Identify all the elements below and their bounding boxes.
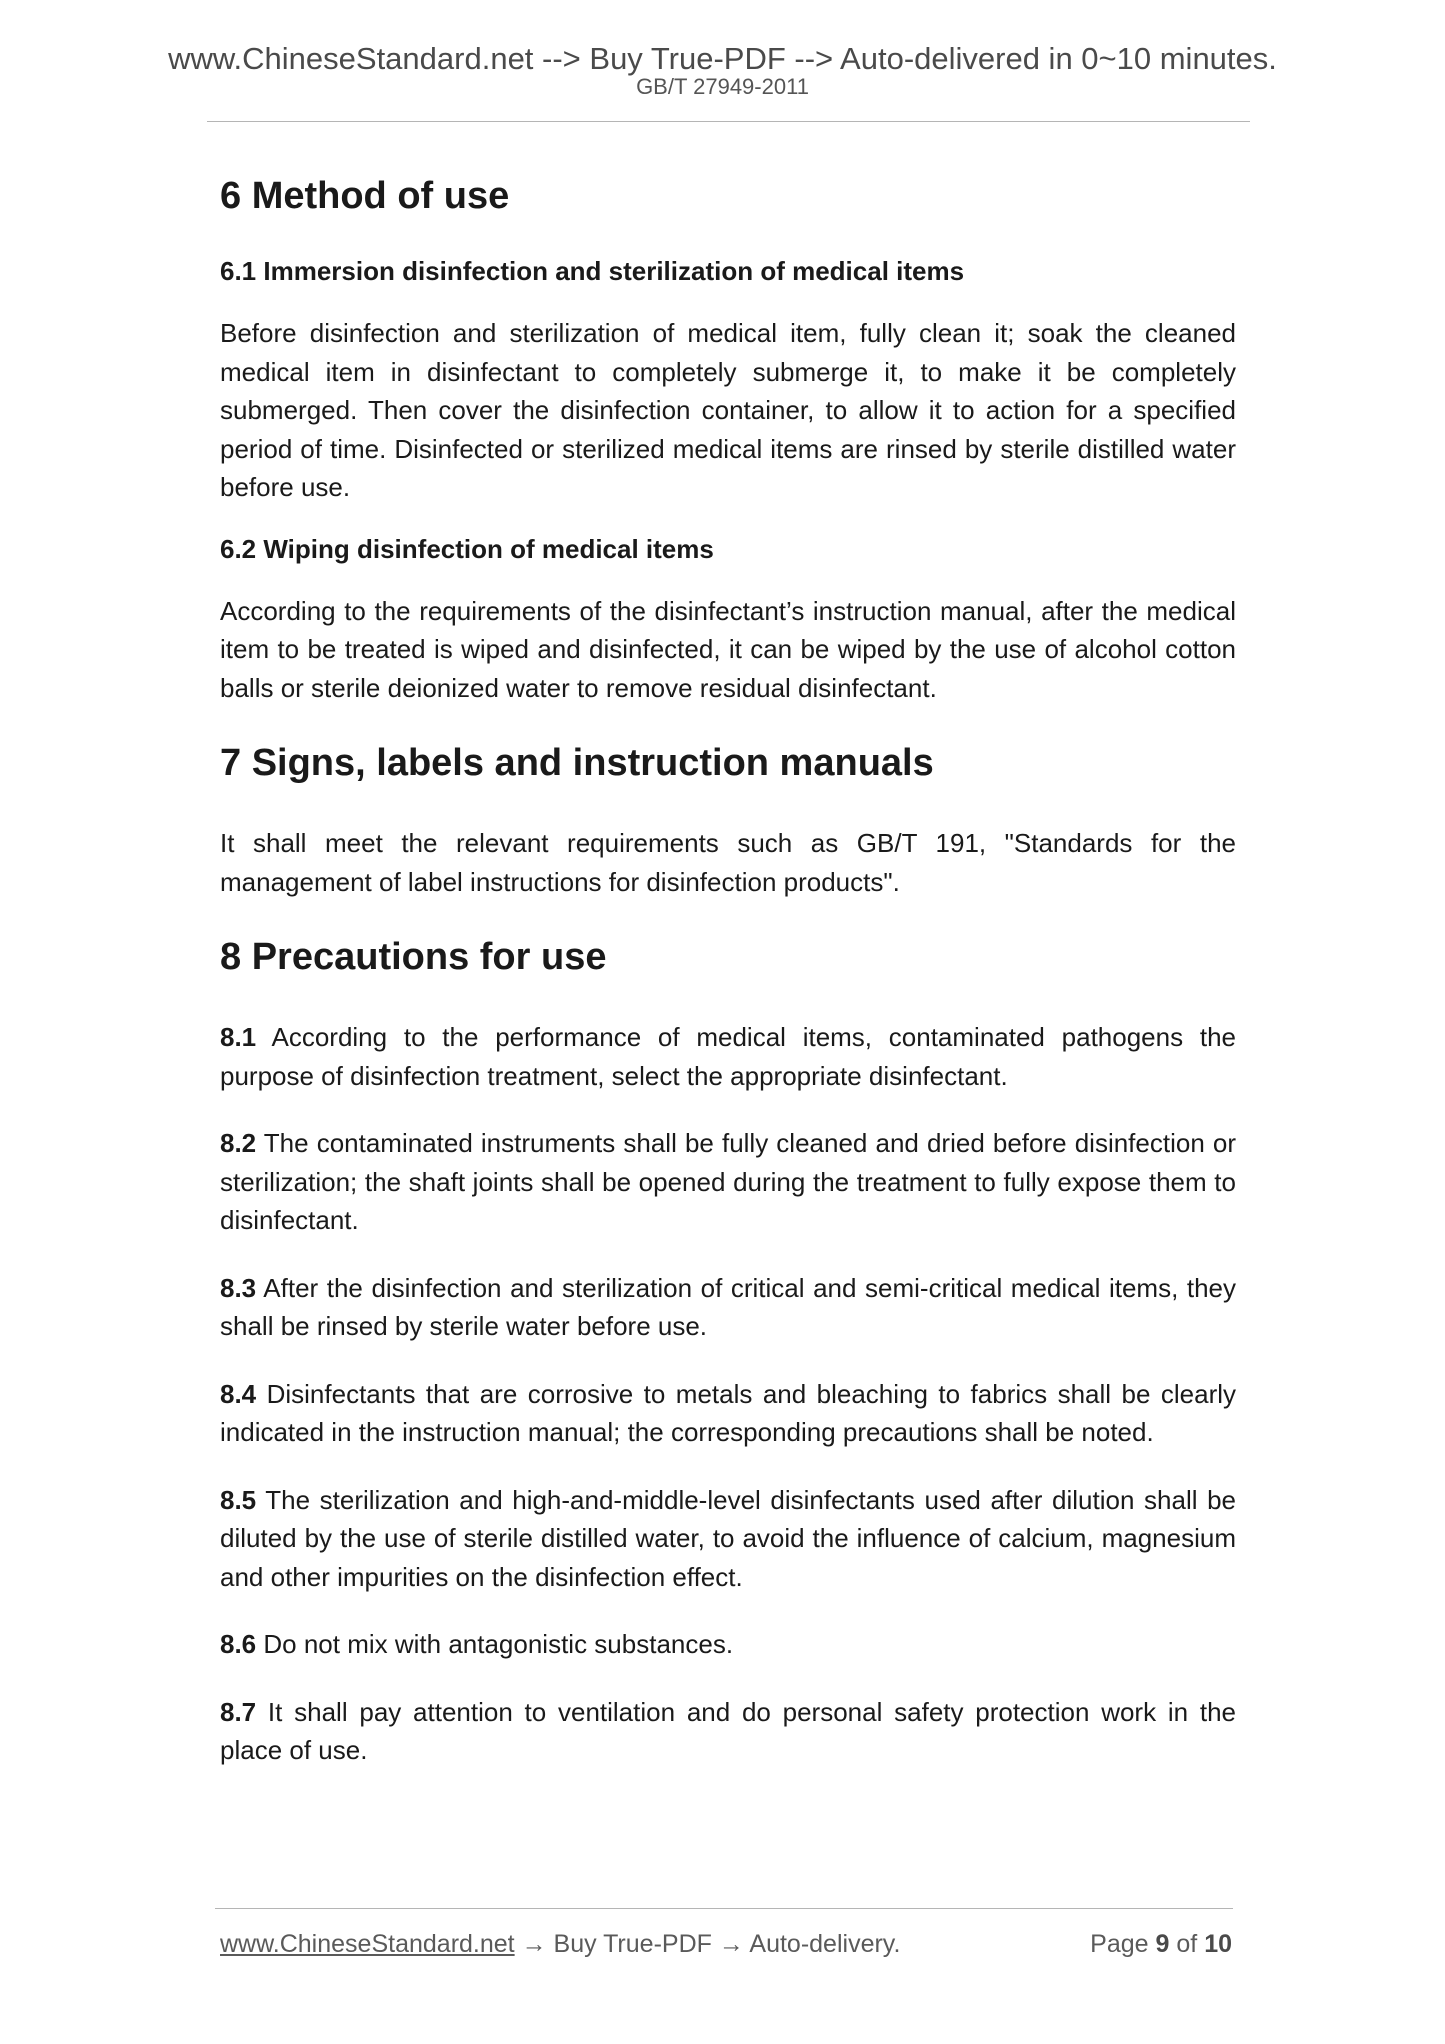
clause-text: According to the performance of medical items, contaminated pathogens the purpose of disinfection treatment, select the appropriate disinfectant. xyxy=(220,1022,1236,1091)
page-content xyxy=(220,168,1236,1770)
clause-8-6 xyxy=(220,1625,1236,1664)
clause-number: 8.1 xyxy=(220,1022,257,1052)
section-8-heading: 8 Precautions for use xyxy=(220,936,607,978)
footer-divider xyxy=(215,1908,1233,1909)
clause-text: The sterilization and high-and-middle-level disinfectants used after dilution shall be diluted by the use of sterile distilled water, to avoid the influence of calcium, magnesium and other impurities on the disinfection effect. xyxy=(220,1484,1236,1592)
clause-8-5 xyxy=(220,1481,1236,1597)
header-divider xyxy=(207,121,1250,122)
page-footer xyxy=(220,1928,1232,1960)
clause-number: 8.4 xyxy=(220,1378,257,1409)
clause-6-1-heading: 6.1 Immersion disinfection and sterilization of medical items xyxy=(220,256,965,286)
clause-text: Do not mix with antagonistic substances. xyxy=(256,1629,734,1659)
clause-8-7 xyxy=(220,1693,1236,1770)
clause-8-3 xyxy=(220,1269,1236,1346)
clause-number: 8.5 xyxy=(220,1484,257,1515)
clause-number: 8.6 xyxy=(220,1629,257,1659)
section-7-heading: 7 Signs, labels and instruction manuals xyxy=(220,742,934,784)
page-label: Page xyxy=(1090,1930,1149,1958)
clause-text: The contaminated instruments shall be fully cleaned and dried before disinfection or sterilization; the shaft joints shall be opened during the treatment to fully expose them to disinfectant. xyxy=(220,1128,1236,1235)
clause-6-2-text: According to the requirements of the disinfectant’s instruction manual, after the medical item to be treated is wiped and disinfected, it can be wiped by the use of alcohol cotton balls or sterile deionized water to remove residual disinfectant. xyxy=(220,595,1236,703)
clause-6-1-text: Before disinfection and sterilization of medical item, fully clean it; soak the cleaned medical item in disinfectant to completely submerge it, to make it be completely submerged. Then cover the disinfection container, to allow it to action for a specified period of time. Disinfected or sterilized medical items are rinsed by sterile distilled water before use. xyxy=(220,318,1236,502)
clause-number: 8.7 xyxy=(220,1696,257,1727)
clause-text: It shall pay attention to ventilation and do personal safety protection work in the place of use. xyxy=(220,1696,1236,1765)
clause-text: Disinfectants that are corrosive to metals and bleaching to fabrics shall be clearly indicated in the instruction manual; the corresponding precautions shall be noted. xyxy=(220,1378,1236,1447)
page-indicator xyxy=(1090,1928,1232,1960)
clause-8-2 xyxy=(220,1124,1236,1240)
of-label: of xyxy=(1176,1930,1198,1958)
footer-site-link[interactable]: www.ChineseStandard.net xyxy=(220,1930,515,1958)
section-6-heading: 6 Method of use xyxy=(220,175,510,217)
current-page-number: 9 xyxy=(1155,1930,1170,1958)
clause-number: 8.3 xyxy=(220,1272,257,1303)
total-pages-number: 10 xyxy=(1204,1930,1232,1958)
clause-8-4 xyxy=(220,1375,1236,1452)
clause-number: 8.2 xyxy=(220,1128,257,1158)
clause-text: After the disinfection and sterilization of critical and semi-critical medical items, they shall be rinsed by sterile water before use. xyxy=(220,1272,1236,1341)
section-7-text: It shall meet the relevant requirements such as GB/T 191, "Standards for the management of label instructions for disinfection products". xyxy=(220,828,1236,897)
top-banner: www.ChineseStandard.net --> Buy True-PDF --> Auto-delivered in 0~10 minutes. xyxy=(168,41,1277,76)
footer-tagline: → Buy True-PDF → Auto-delivery. xyxy=(514,1930,901,1958)
clause-8-1 xyxy=(220,1018,1236,1095)
standard-code: GB/T 27949-2011 xyxy=(636,74,809,99)
clause-6-2-heading: 6.2 Wiping disinfection of medical items xyxy=(220,533,714,564)
